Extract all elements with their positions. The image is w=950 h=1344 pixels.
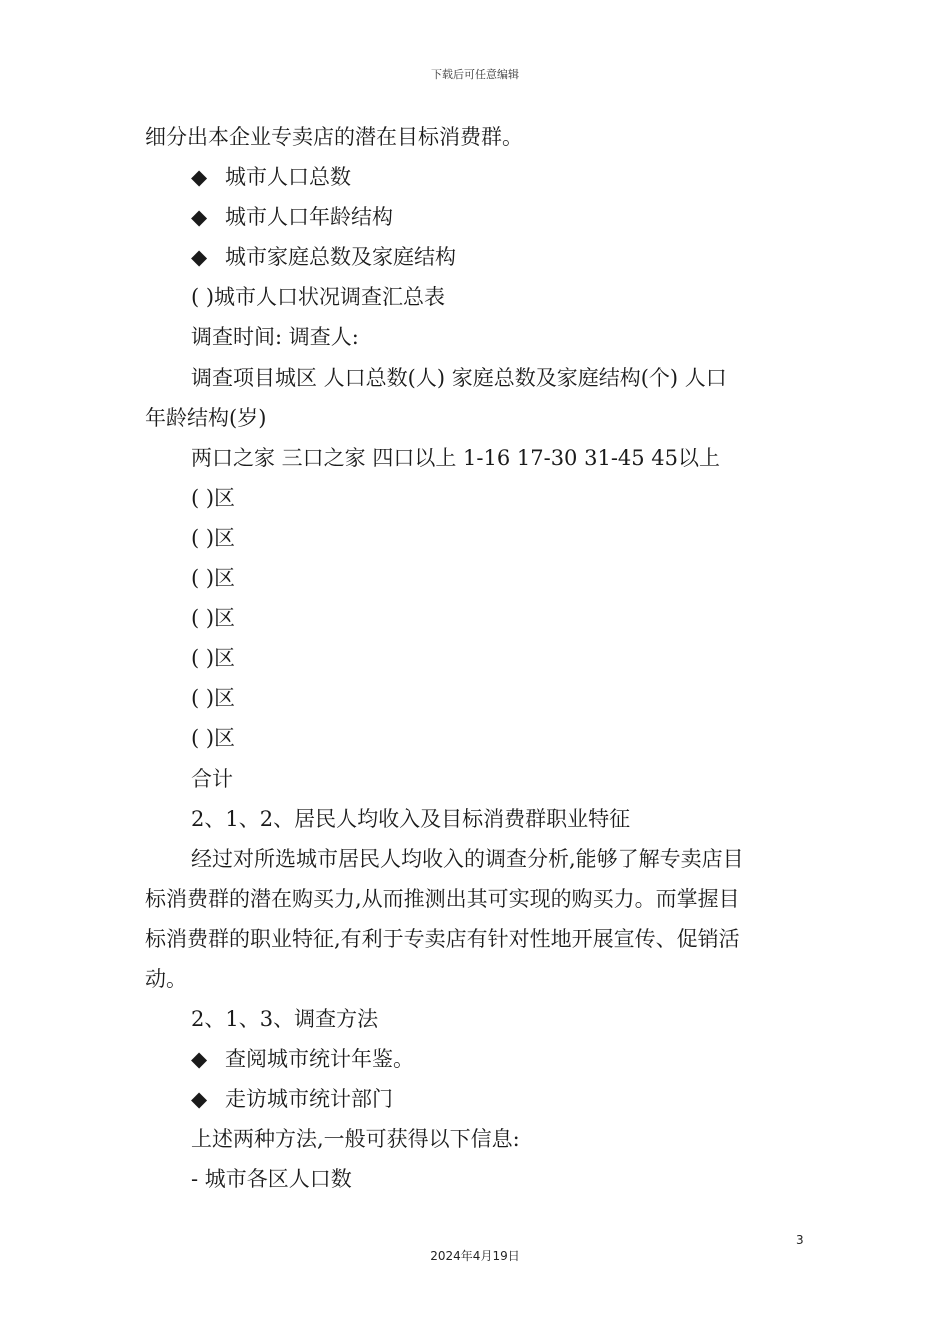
diamond-bullet-icon: ◆	[191, 245, 208, 270]
line-text: ( )城市人口状况调查汇总表	[191, 285, 446, 310]
text-line	[145, 959, 810, 999]
line-text: 标消费群的职业特征,有利于专卖店有针对性地开展宣传、促销活	[145, 926, 740, 951]
text-line	[145, 518, 810, 558]
text-line	[145, 839, 810, 879]
text-line	[145, 718, 810, 758]
bullet-item	[145, 197, 810, 237]
text-line	[145, 358, 810, 398]
text-line	[145, 1159, 810, 1199]
text-line	[145, 277, 810, 317]
bullet-item	[145, 237, 810, 277]
diamond-bullet-icon: ◆	[191, 205, 208, 230]
text-line	[145, 117, 810, 157]
line-text: 标消费群的潜在购买力,从而推测出其可实现的购买力。而掌握目	[145, 886, 740, 911]
line-text: 城市人口总数	[225, 165, 351, 190]
line-text: ( )区	[191, 485, 236, 510]
line-text: 经过对所选城市居民人均收入的调查分析,能够了解专卖店目	[191, 846, 744, 871]
diamond-bullet-icon: ◆	[191, 165, 208, 190]
bullet-item	[145, 1039, 810, 1079]
line-text: 两口之家 三口之家 四口以上 1-16 17-30 31-45 45以上	[191, 445, 721, 470]
line-text: 调查项目城区 人口总数(人) 家庭总数及家庭结构(个) 人口	[191, 365, 727, 390]
text-line	[145, 598, 810, 638]
text-line	[145, 678, 810, 718]
diamond-bullet-icon: ◆	[191, 1087, 208, 1112]
line-text: ( )区	[191, 525, 236, 550]
text-line	[145, 879, 810, 919]
diamond-bullet-icon: ◆	[191, 1047, 208, 1072]
line-text: 年龄结构(岁)	[145, 405, 267, 430]
page-number: 3	[796, 1233, 804, 1247]
bullet-item	[145, 1079, 810, 1119]
line-text: 城市人口年龄结构	[225, 205, 393, 230]
text-line	[145, 999, 810, 1039]
line-text: 调查时间: 调查人:	[191, 325, 359, 350]
line-text: ( )区	[191, 566, 236, 591]
page-header: 下载后可任意编辑	[431, 68, 519, 81]
line-text: ( )区	[191, 606, 236, 631]
line-text: 走访城市统计部门	[225, 1087, 393, 1112]
text-line	[145, 638, 810, 678]
text-line	[145, 438, 810, 478]
text-line	[145, 478, 810, 518]
text-line	[145, 1119, 810, 1159]
line-text: 上述两种方法,一般可获得以下信息:	[191, 1127, 520, 1152]
line-text: 细分出本企业专卖店的潜在目标消费群。	[145, 125, 523, 149]
document-body	[145, 117, 810, 1200]
line-text: ( )区	[191, 726, 236, 751]
line-text: 动。	[145, 966, 187, 991]
line-text: 查阅城市统计年鉴。	[225, 1047, 414, 1072]
line-text: 2、1、3、调查方法	[191, 1007, 379, 1032]
line-text: 合计	[191, 766, 233, 791]
text-line	[145, 398, 810, 438]
line-text: 城市家庭总数及家庭结构	[225, 245, 456, 270]
text-line	[145, 317, 810, 357]
line-text: 2、1、2、居民人均收入及目标消费群职业特征	[191, 806, 631, 831]
line-text: ( )区	[191, 686, 236, 711]
text-line	[145, 919, 810, 959]
line-text: - 城市各区人口数	[191, 1167, 352, 1192]
line-text: ( )区	[191, 646, 236, 671]
bullet-item	[145, 157, 810, 197]
text-line	[145, 759, 810, 799]
text-line	[145, 799, 810, 839]
text-line	[145, 558, 810, 598]
page-footer-date: 2024年4月19日	[430, 1249, 520, 1263]
